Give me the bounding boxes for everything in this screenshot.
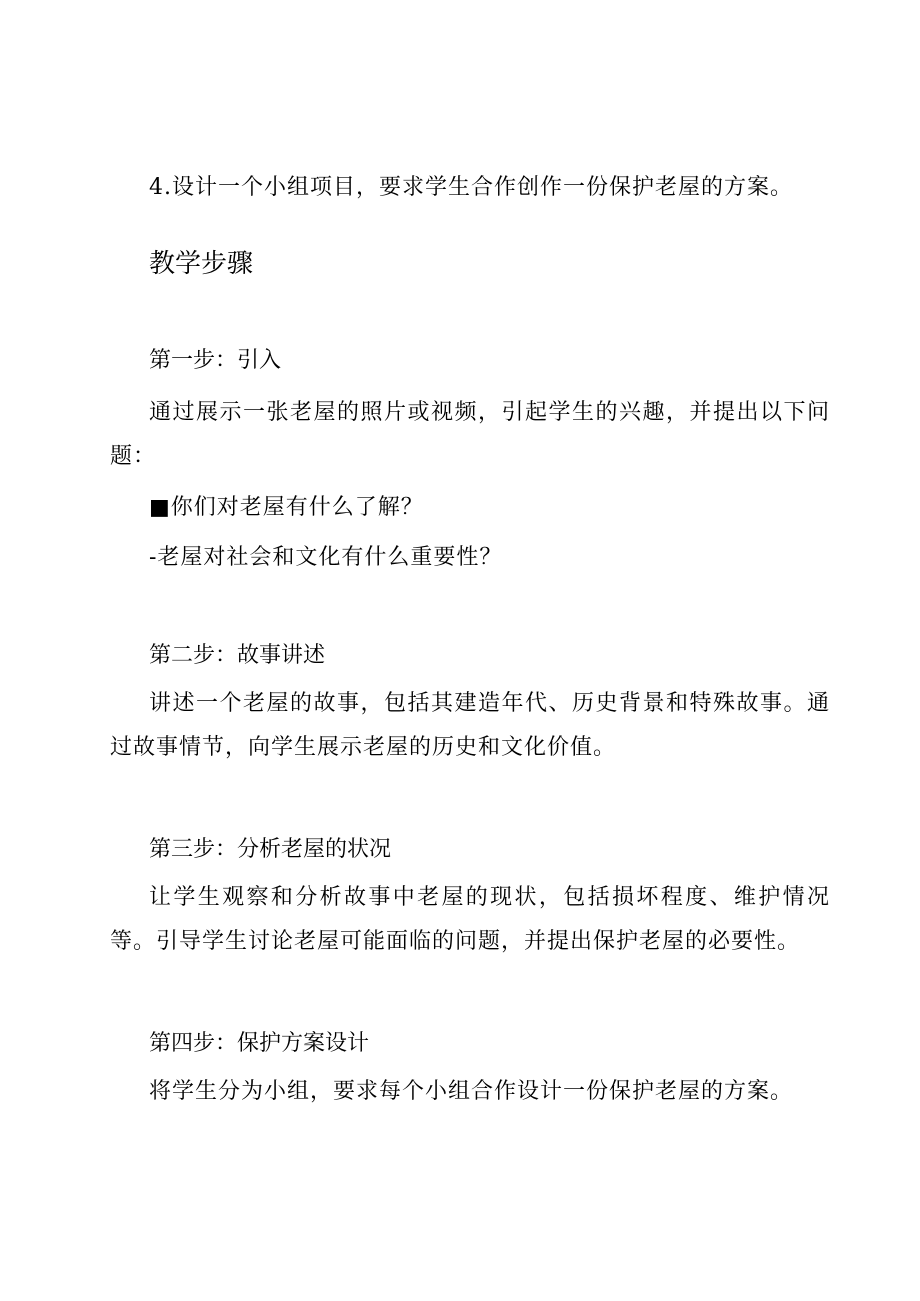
step-1-heading: 第一步：引入 xyxy=(149,348,282,373)
step-2-text: 讲述一个老屋的故事，包括其建造年代、历史背景和特殊故事。通过故事情节，向学生展示老屋的历史和文化价值。 xyxy=(110,691,830,760)
step-1-question-1: ■你们对老屋有什么了解？ xyxy=(149,495,424,520)
step-1-question-2: -老屋对社会和文化有什么重要性？ xyxy=(149,545,503,570)
step-2-heading: 第二步：故事讲述 xyxy=(149,643,326,668)
step-1-text: 通过展示一张老屋的照片或视频，引起学生的兴趣，并提出以下问题： xyxy=(110,400,830,469)
step-4-text: 将学生分为小组，要求每个小组合作设计一份保护老屋的方案。 xyxy=(149,1079,794,1104)
section-title: 教学步骤 xyxy=(149,249,254,279)
step-3-heading: 第三步：分析老屋的状况 xyxy=(149,837,392,862)
objective-item-4: 4.设计一个小组项目，要求学生合作创作一份保护老屋的方案。 xyxy=(149,175,793,200)
step-3-text: 让学生观察和分析故事中老屋的现状，包括损坏程度、维护情况等。引导学生讨论老屋可能面临的问题，并提出保护老屋的必要性。 xyxy=(110,885,830,954)
step-4-heading: 第四步：保护方案设计 xyxy=(149,1031,370,1056)
